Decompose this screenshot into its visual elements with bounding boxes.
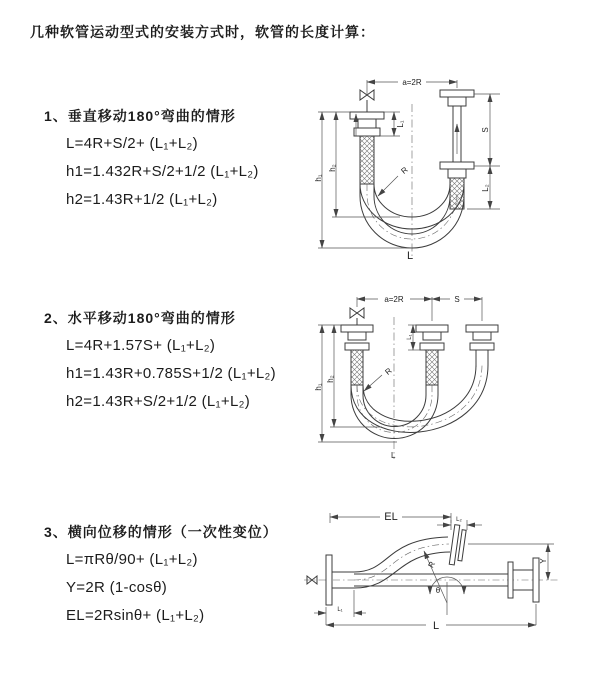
dim-h1-label: h₁ — [314, 174, 323, 182]
radius-callout — [378, 165, 410, 196]
dim-L1-label: L₁ — [337, 607, 343, 613]
dim-L2-label: L₂ — [481, 184, 490, 192]
dim-h2-label: h₂ — [328, 164, 337, 172]
dim-L — [326, 604, 536, 632]
braided-hose-section — [351, 350, 363, 385]
dim-L1-label: L₁ — [396, 120, 405, 128]
horizontal-180-bend-diagram — [312, 287, 597, 462]
dim-theta-label: θ — [435, 586, 441, 595]
section-3 — [44, 518, 278, 630]
dim-L-label: L — [432, 620, 440, 632]
dim-a-2R-and-S — [357, 295, 482, 321]
section-3-heading: 3、横向位移的情形（一次性变位） — [44, 524, 278, 540]
dim-L1 — [314, 590, 366, 617]
hose-u-bend-moved — [351, 365, 488, 432]
dim-S-and-L2 — [467, 94, 500, 209]
section-2 — [44, 304, 276, 416]
radius-callout — [364, 366, 394, 391]
section-1-heading: 1、垂直移动180°弯曲的情形 — [44, 108, 236, 124]
left-fitting — [341, 325, 373, 385]
right-fitting-lower — [440, 162, 474, 209]
left-fitting — [350, 112, 384, 184]
dim-a-label: a=2R — [402, 78, 422, 87]
dim-EL-label: EL — [384, 511, 398, 523]
section-1-formula-h1: h1=1.432R+S/2+1/2 (L₁+L₂) — [66, 163, 259, 180]
section-2-formula-h2: h2=1.43R+S/2+1/2 (L₁+L₂) — [66, 393, 251, 410]
section-2-formula-L: L=4R+1.57S+ (L₁+L₂) — [66, 337, 216, 354]
section-1 — [44, 102, 259, 214]
dim-L-label: L — [391, 451, 396, 460]
right-fitting — [466, 325, 498, 367]
section-3-formula-Y: Y=2R (1-cosθ) — [66, 579, 168, 596]
dim-EL — [330, 511, 451, 523]
valve-icon — [350, 308, 364, 325]
angle-theta — [430, 577, 464, 615]
section-2-heading: 2、水平移动180°弯曲的情形 — [44, 310, 236, 326]
section-1-formula-h2: h2=1.43R+1/2 (L₁+L₂) — [66, 191, 218, 208]
dim-L-label: L — [407, 250, 414, 261]
dim-Y-label: Y — [539, 558, 548, 564]
radius-label: R — [383, 366, 394, 377]
page-title: 几种软管运动型式的安装方式时，软管的长度计算： — [30, 24, 375, 40]
hose-s-curve — [354, 537, 450, 588]
dim-L2-label: L₂ — [456, 517, 462, 523]
dim-h2-label: h₂ — [326, 375, 335, 383]
dim-L1-label: L₁ — [407, 334, 413, 340]
braided-hose-section — [360, 136, 374, 184]
section-3-formula-L: L=πRθ/90+ (L₁+L₂) — [66, 551, 198, 568]
section-2-formula-h1: h1=1.43R+0.785S+1/2 (L₁+L₂) — [66, 365, 276, 382]
braided-hose-section — [426, 350, 438, 385]
middle-fitting — [416, 325, 448, 385]
vertical-180-bend-diagram — [312, 66, 597, 261]
radius-label: R — [399, 165, 410, 176]
section-3-formula-EL: EL=2Rsinθ+ (L₁+L₂) — [66, 607, 205, 624]
dim-S-label: S — [481, 127, 490, 133]
upper-right-flange — [449, 525, 466, 566]
section-1-formula-L: L=4R+S/2+ (L₁+L₂) — [66, 135, 198, 152]
dim-S-label: S — [454, 295, 460, 304]
dim-h1-label: h₁ — [314, 383, 323, 391]
dim-a-label: a=2R — [384, 295, 404, 304]
lateral-displacement-diagram — [296, 503, 596, 635]
radius-label: R — [426, 560, 438, 570]
